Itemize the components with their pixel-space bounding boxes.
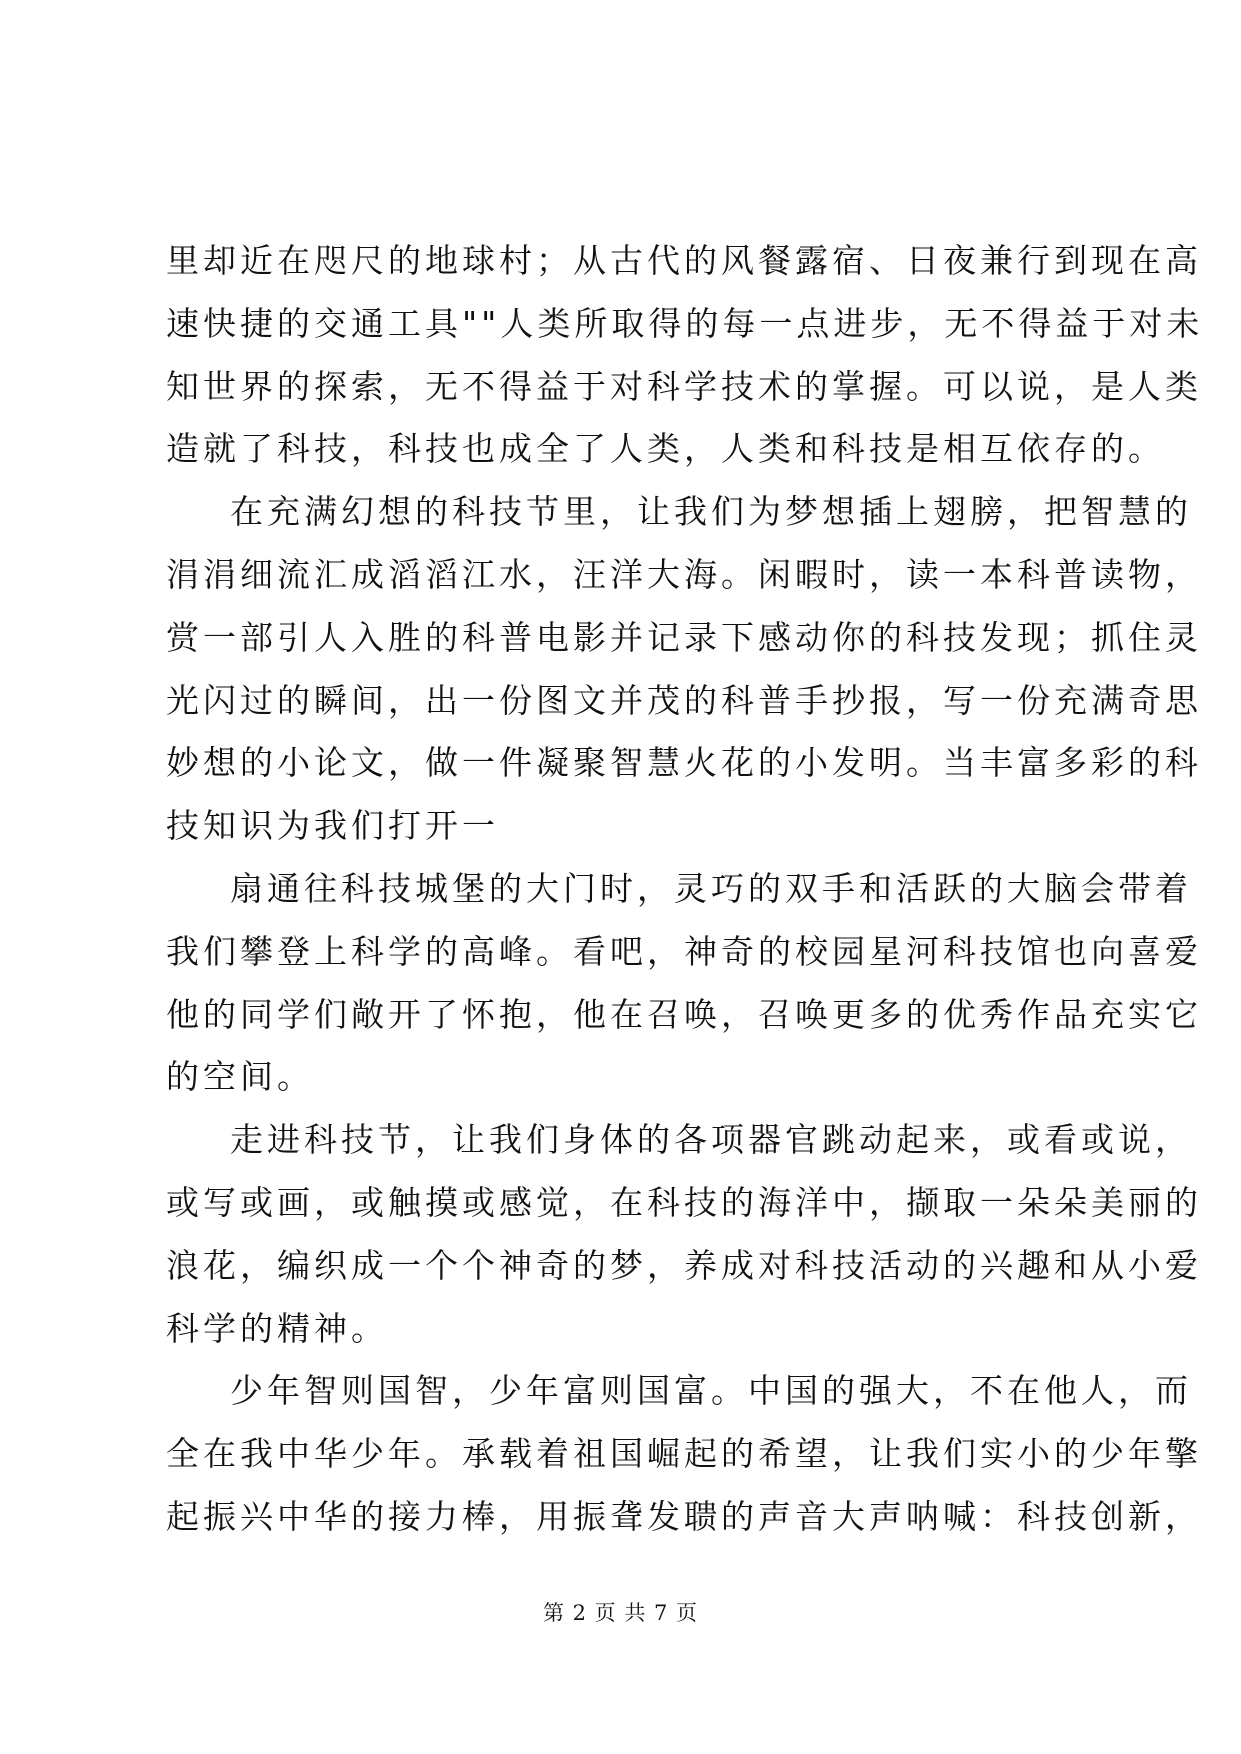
text-line: 赏一部引人入胜的科普电影并记录下感动你的科技发现；抓住灵 xyxy=(166,617,1202,657)
text-line: 少年智则国智，少年富则国富。中国的强大，不在他人，而 xyxy=(230,1371,1192,1411)
paragraph xyxy=(166,481,1202,858)
text-line: 浪花，编织成一个个神奇的梦，养成对科技活动的兴趣和从小爱 xyxy=(166,1245,1202,1285)
body-text xyxy=(166,230,1204,1549)
text-line: 涓涓细流汇成滔滔江水，汪洋大海。闲暇时，读一本科普读物， xyxy=(166,554,1202,594)
text-line: 在充满幻想的科技节里，让我们为梦想插上翅膀，把智慧的 xyxy=(230,492,1192,532)
page-footer: 第 2 页 共 7 页 xyxy=(542,1601,699,1625)
paragraph xyxy=(166,1360,1202,1548)
text-line: 的空间。 xyxy=(166,1057,314,1097)
text-line: 知世界的探索，无不得益于对科学技术的掌握。可以说，是人类 xyxy=(166,366,1202,406)
text-line: 或写或画，或触摸或感觉，在科技的海洋中，撷取一朵朵美丽的 xyxy=(166,1182,1202,1222)
text-line: 技知识为我们打开一 xyxy=(166,806,499,846)
text-line: 造就了科技，科技也成全了人类，人类和科技是相互依存的。 xyxy=(166,429,1165,469)
text-line: 全在我中华少年。承载着祖国崛起的希望，让我们实小的少年擎 xyxy=(166,1434,1202,1474)
text-line: 速快捷的交通工具""人类所取得的每一点进步，无不得益于对未 xyxy=(166,303,1204,343)
text-line: 起振兴中华的接力棒，用振聋发聩的声音大声呐喊：科技创新， xyxy=(166,1496,1202,1536)
text-line: 里却近在咫尺的地球村；从古代的风餐露宿、日夜兼行到现在高 xyxy=(166,241,1202,280)
text-line: 他的同学们敞开了怀抱，他在召唤，召唤更多的优秀作品充实它 xyxy=(166,994,1202,1034)
text-line: 光闪过的瞬间，出一份图文并茂的科普手抄报，写一份充满奇思 xyxy=(166,680,1202,720)
text-line: 我们攀登上科学的高峰。看吧，神奇的校园星河科技馆也向喜爱 xyxy=(166,931,1202,971)
text-line: 扇通往科技城堡的大门时，灵巧的双手和活跃的大脑会带着 xyxy=(230,868,1192,908)
text-line: 走进科技节，让我们身体的各项器官跳动起来，或看或说， xyxy=(230,1120,1192,1160)
text-line: 科学的精神。 xyxy=(166,1308,388,1348)
paragraph xyxy=(166,858,1202,1109)
paragraph xyxy=(166,230,1204,481)
paragraph xyxy=(166,1109,1202,1360)
text-line: 妙想的小论文，做一件凝聚智慧火花的小发明。当丰富多彩的科 xyxy=(166,743,1202,783)
